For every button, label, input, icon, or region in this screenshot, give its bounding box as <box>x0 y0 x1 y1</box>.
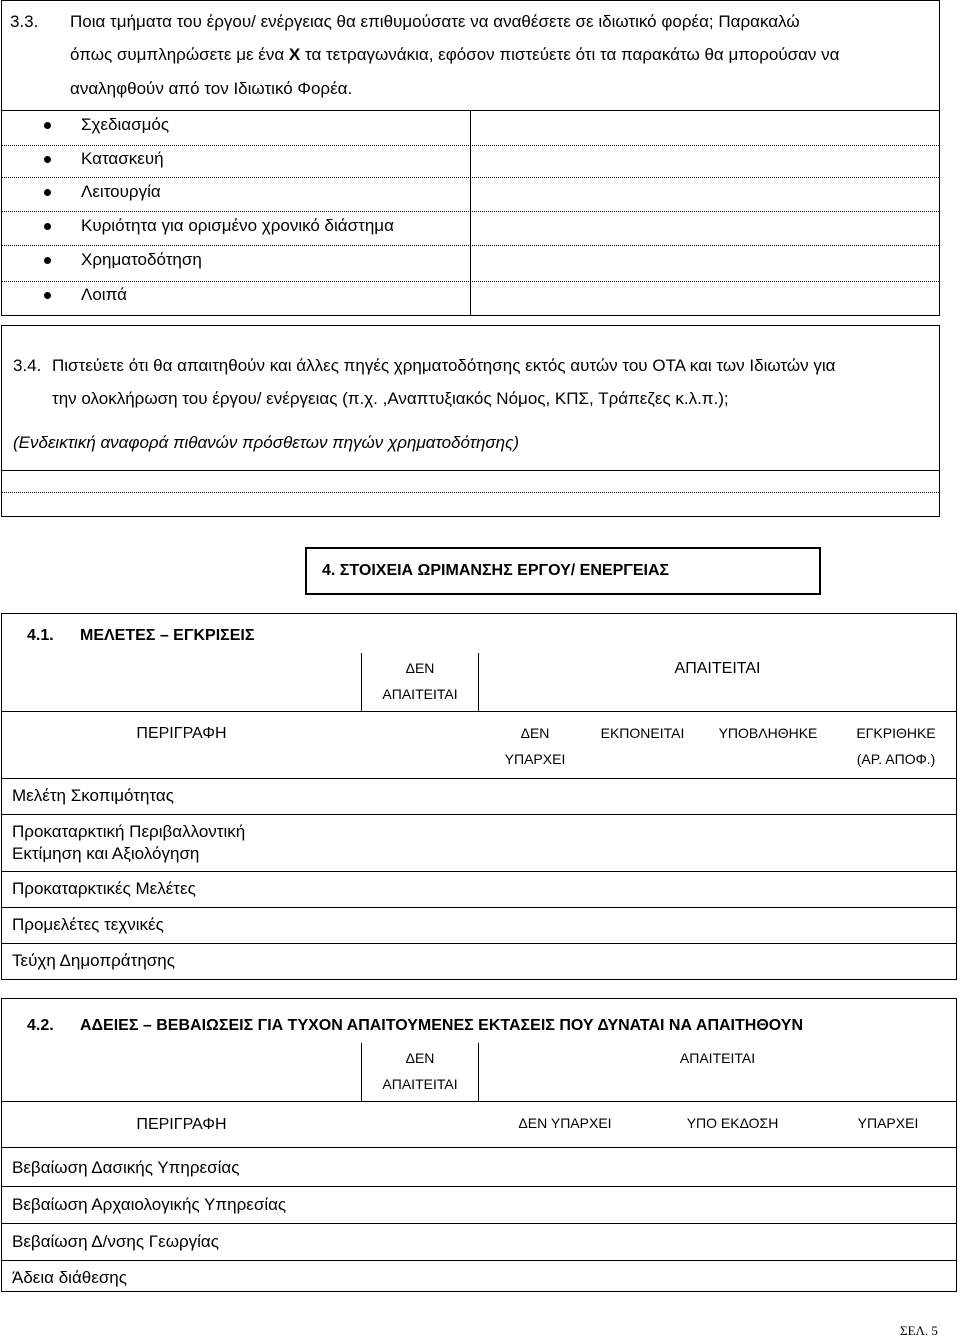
section-3-4-note: (Ενδεικτική αναφορά πιθανών πρόσθετων πηγών χρηματοδότησης) <box>13 433 519 452</box>
item-design: Σχεδιασμός <box>81 115 170 134</box>
row-technical-preliminary: Προμελέτες τεχνικές <box>12 915 164 934</box>
bullet-icon <box>44 189 51 196</box>
row-environmental-2: Εκτίμηση και Αξιολόγηση <box>12 844 200 863</box>
checkbox-design[interactable] <box>471 111 938 144</box>
bullet-icon <box>44 257 51 264</box>
section-4-2-title: ΑΔΕΙΕΣ – ΒΕΒΑΙΩΣΕΙΣ ΓΙΑ ΤΥΧΟΝ ΑΠΑΙΤΟΥΜΕΝΕΣ ΕΚΤΑΣΕΙΣ ΠΟΥ ΔΥΝΑΤΑΙ ΝΑ ΑΠΑΙΤΗΘΟΥΝ <box>80 1017 803 1034</box>
section-3-3-question-line2: όπως συμπληρώσετε με ένα Χ τα τετραγωνάκια, εφόσον πιστεύετε ότι τα παρακάτω θα μπορούσαν να <box>70 45 840 64</box>
section-4-2-number: 4.2. <box>27 1017 54 1034</box>
section-4-1-title: ΜΕΛΕΤΕΣ – ΕΓΚΡΙΣΕΙΣ <box>80 627 255 644</box>
group-not-required-2: ΑΠΑΙΤΕΙΤΑΙ <box>382 1076 458 1092</box>
checkbox-other[interactable] <box>471 282 938 314</box>
bullet-icon <box>44 292 51 299</box>
checkbox-financing[interactable] <box>471 246 938 280</box>
row-preliminary-studies: Προκαταρκτικές Μελέτες <box>12 879 196 898</box>
col-submitted: ΥΠΟΒΛΗΘΗΚΕ <box>718 725 818 741</box>
bullet-icon <box>44 122 51 129</box>
group-not-required-1: ΔΕΝ <box>405 660 435 676</box>
section-4-title: 4. ΣΤΟΙΧΕΙΑ ΩΡΙΜΑΝΣΗΣ ΕΡΓΟΥ/ ΕΝΕΡΓΕΙΑΣ <box>322 562 670 579</box>
row-archaeology-certificate: Βεβαίωση Αρχαιολογικής Υπηρεσίας <box>12 1195 287 1214</box>
col-approved-2: (ΑΡ. ΑΠΟΦ.) <box>856 751 936 767</box>
item-ownership: Κυριότητα για ορισμένο χρονικό διάστημα <box>81 216 394 235</box>
col-in-progress: ΕΚΠΟΝΕΙΤΑΙ <box>600 725 685 741</box>
col-exists: ΥΠΑΡΧΕΙ <box>857 1115 919 1131</box>
group-not-required-1: ΔΕΝ <box>405 1050 435 1066</box>
checkbox-construction[interactable] <box>471 146 938 176</box>
item-financing: Χρηματοδότηση <box>81 250 202 269</box>
bullet-icon <box>44 223 51 230</box>
row-disposal-permit: Άδεια διάθεσης <box>12 1268 127 1287</box>
group-required: ΑΠΑΙΤΕΙΤΑΙ <box>674 660 761 677</box>
col-description: ΠΕΡΙΓΡΑΦΗ <box>136 1116 227 1133</box>
col-approved-1: ΕΓΚΡΙΘΗΚΕ <box>856 725 936 741</box>
row-forestry-certificate: Βεβαίωση Δασικής Υπηρεσίας <box>12 1158 240 1177</box>
checkbox-operation[interactable] <box>471 178 938 210</box>
row-feasibility-study: Μελέτη Σκοπιμότητας <box>12 786 174 805</box>
col-not-exists-1: ΔΕΝ <box>520 725 550 741</box>
item-other: Λοιπά <box>81 285 127 304</box>
group-not-required-2: ΑΠΑΙΤΕΙΤΑΙ <box>382 686 458 702</box>
additional-funding-field[interactable] <box>3 472 938 514</box>
item-operation: Λειτουργία <box>81 182 161 201</box>
row-agriculture-certificate: Βεβαίωση Δ/νσης Γεωργίας <box>12 1232 219 1251</box>
col-not-exists: ΔΕΝ ΥΠΑΡΧΕΙ <box>518 1115 612 1131</box>
col-pending: ΥΠΟ ΕΚΔΟΣΗ <box>686 1115 779 1131</box>
item-construction: Κατασκευή <box>81 149 164 168</box>
row-tender-documents: Τεύχη Δημοπράτησης <box>12 951 175 970</box>
section-3-3-number: 3.3. <box>10 12 39 31</box>
section-3-4-question-line2: την ολοκλήρωση του έργου/ ενέργειας (π.χ. ,Αναπτυξιακός Νόμος, ΚΠΣ, Τράπεζες κ.λ.π.); <box>52 389 729 408</box>
section-3-4-number: 3.4. <box>13 356 42 375</box>
section-3-3-question-line3: αναληφθούν από τον Ιδιωτικό Φορέα. <box>70 79 353 98</box>
col-description: ΠΕΡΙΓΡΑΦΗ <box>136 725 227 742</box>
section-3-3-question-line1: Ποια τμήματα του έργου/ ενέργειας θα επιθυμούσατε να αναθέσετε σε ιδιωτικό φορέα; Παρακαλώ <box>70 12 800 31</box>
row-environmental-1: Προκαταρκτική Περιβαλλοντική <box>12 822 246 841</box>
checkbox-ownership[interactable] <box>471 212 938 244</box>
col-not-exists-2: ΥΠΑΡΧΕΙ <box>504 751 566 767</box>
page-number: ΣΕΛ. 5 <box>900 1323 938 1338</box>
bullet-icon <box>44 156 51 163</box>
group-required: ΑΠΑΙΤΕΙΤΑΙ <box>679 1050 756 1066</box>
section-4-1-number: 4.1. <box>27 627 54 644</box>
section-3-4-question-line1: Πιστεύετε ότι θα απαιτηθούν και άλλες πηγές χρηματοδότησης εκτός αυτών του ΟΤΑ και των Ιδιωτών για <box>52 356 836 375</box>
